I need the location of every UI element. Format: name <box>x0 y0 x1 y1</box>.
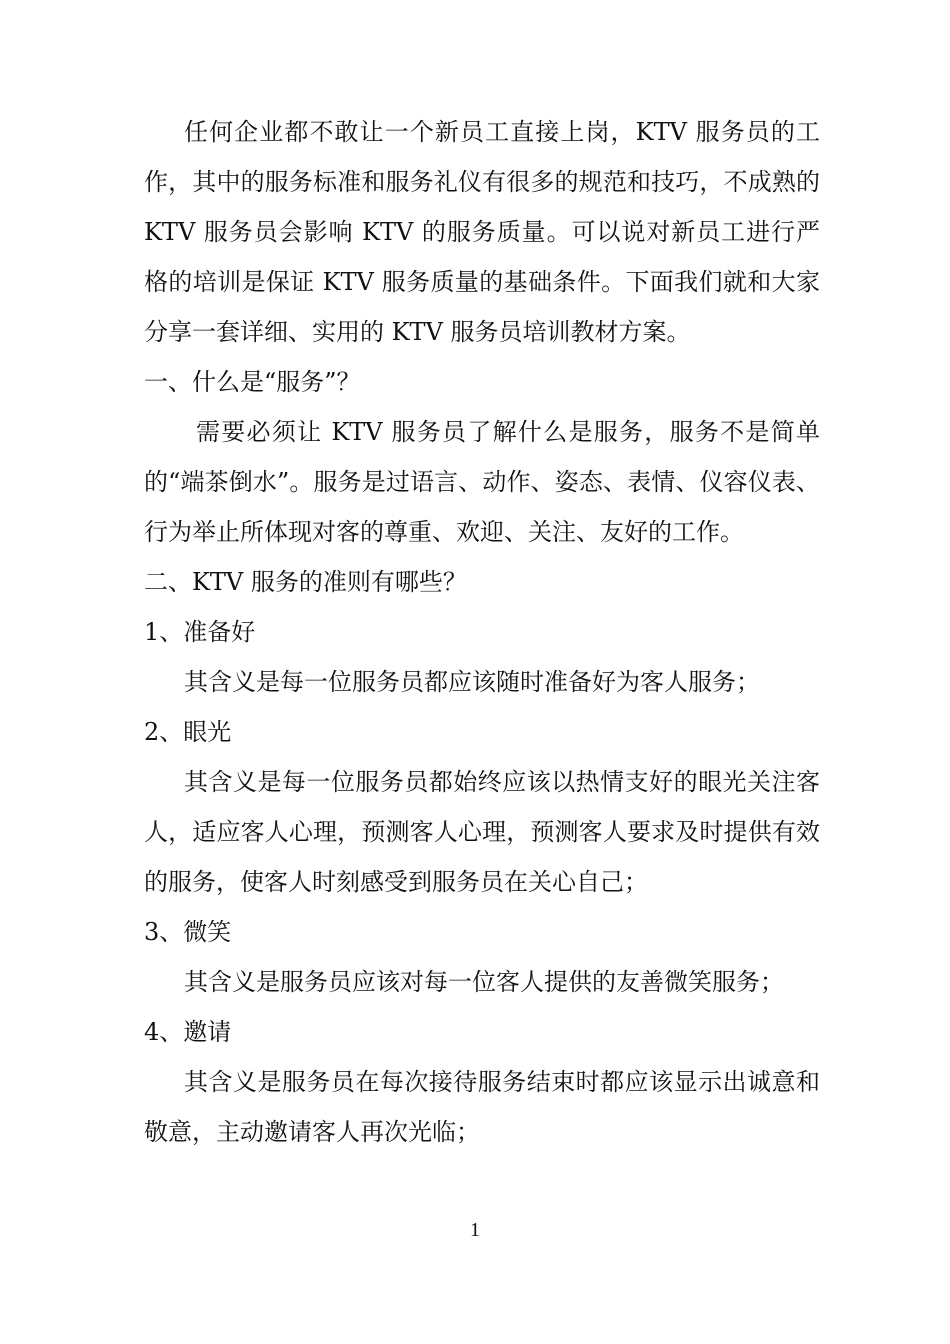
principle-title-smile: 3、微笑 <box>144 918 232 946</box>
principle-title-invite: 4、邀请 <box>144 1018 232 1046</box>
page-number: 1 <box>470 1219 480 1241</box>
principle-body-prepared: 其含义是每一位服务员都应该随时准备好为客人服务； <box>184 668 760 696</box>
section-heading-service-principles: 二、KTV 服务的准则有哪些？ <box>144 568 467 596</box>
principle-body-eyes: 其含义是每一位服务员都始终应该以热情支好的眼光关注客人，适应客人心理，预测客人心理，预测客人要求及时提供有效的服务，使客人时刻感受到服务员在关心自己； <box>144 768 820 896</box>
intro-paragraph: 任何企业都不敢让一个新员工直接上岗，KTV 服务员的工作，其中的服务标准和服务礼仪有很多的规范和技巧，不成熟的 KTV 服务员会影响 KTV 的服务质量。可以说对新员工进行严格的培训是保证 KTV 服务质量的基础条件。下面我们就和大家分享一套详细、实用的 KTV 服务员培训教材方案。 <box>144 118 820 346</box>
document-body <box>144 107 820 1157</box>
principle-title-prepared: 1、准备好 <box>144 618 256 646</box>
principle-body-smile: 其含义是服务员应该对每一位客人提供的友善微笑服务； <box>184 968 784 996</box>
principle-body-invite: 其含义是服务员在每次接待服务结束时都应该显示出诚意和敬意，主动邀请客人再次光临； <box>144 1068 820 1146</box>
section-heading-what-is-service: 一、什么是“服务”？ <box>144 368 361 396</box>
principle-title-eyes: 2、眼光 <box>144 718 232 746</box>
section-paragraph-what-is-service: 需要必须让 KTV 服务员了解什么是服务，服务不是简单的“端茶倒水”。服务是过语言、动作、姿态、表情、仪容仪表、行为举止所体现对客的尊重、欢迎、关注、友好的工作。 <box>144 418 820 546</box>
